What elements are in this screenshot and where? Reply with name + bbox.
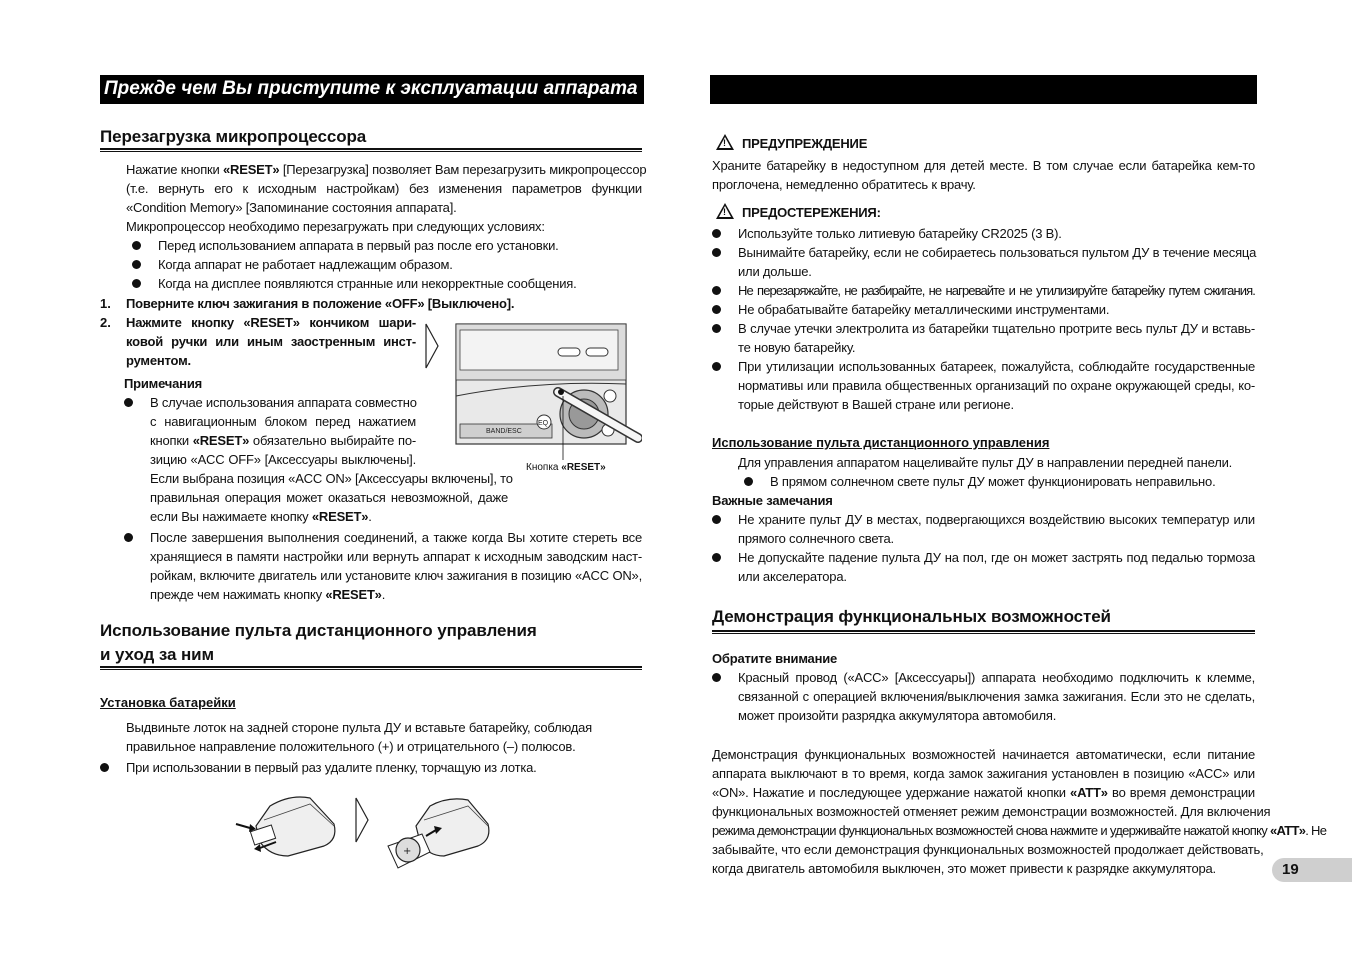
battery-bullet: При использовании в первый раз удалите пленку, торчащую из лотка. (126, 760, 537, 775)
note-1-line: Если выбрана позиция «ACC ON» [Аксессуары включены], то (150, 471, 513, 486)
note-1-line: зицию «ACC OFF» [Аксессуары выключены]. (150, 452, 416, 467)
caution-item: При утилизации использованных батареек, пожалуйста, соблюдайте государственные (738, 359, 1255, 374)
demo-body-line: забывайте, что если демонстрация функциональных возможностей продолжает действовать, (712, 842, 1264, 857)
note-2-line: ройкам, включите двигатель или установите ключ зажигания в позицию «ACC ON», (150, 568, 642, 583)
demo-body-line: функциональных возможностей отменяет режим демонстрации возможностей. Для включения (712, 804, 1271, 819)
figure-button-eq: EQ (538, 420, 549, 427)
note-2-line: После завершения выполнения соединений, а также когда Вы хотите стереть все (150, 530, 642, 545)
demo-heading: Демонстрация функциональных возможностей (712, 607, 1111, 626)
warning-line: Храните батарейку в недоступном для детей месте. В том случае если батарейка кем-то (712, 158, 1255, 173)
caution-item: те новую батарейку. (738, 340, 856, 355)
step-1-number: 1. (100, 296, 111, 311)
caution-item: нормативы или правила общественных организаций по охране окружающей среды, ко- (738, 378, 1255, 393)
cautions-heading: !ПРЕДОСТЕРЕЖЕНИЯ: (716, 203, 881, 222)
reset-intro-line: (т.е. вернуть его к исходным настройкам) без изменения параметров функции (126, 181, 642, 196)
note-1-line: если Вы нажимаете кнопку «RESET». (150, 509, 372, 524)
caution-item: или дольше. (738, 264, 812, 279)
battery-heading: Установка батарейки (100, 695, 236, 710)
important-item: прямого солнечного света. (738, 531, 894, 546)
step-1-text: Поверните ключ зажигания в положение «OFF» [Выключено]. (126, 296, 515, 311)
important-item: Не допускайте падение пульта ДУ на пол, где он может застрять под педалью тормоза (738, 550, 1255, 565)
demo-body-line: Демонстрация функциональных возможностей начинается автоматически, если питание (712, 747, 1255, 762)
svg-text:+: + (403, 846, 412, 857)
attention-line: Красный провод («ACC» [Аксессуары]) аппарата необходимо подключить к клемме, (738, 670, 1255, 685)
remote-heading-line2: и уход за ним (100, 645, 214, 664)
note-2-line: хранящиеся в памяти настройки или вернуть аппарат к исходным заводским наст- (150, 549, 642, 564)
remote-heading-line1: Использование пульта дистанционного управления (100, 621, 537, 640)
remote-heading-rule (100, 666, 642, 670)
note-1-line: кнопки «RESET» обязательно выбирайте по- (150, 433, 416, 448)
note-1-line: В случае использования аппарата совместно (150, 395, 417, 410)
demo-body-line: аппарата выключают в то время, когда замок зажигания установлен в позицию «ACC» или (712, 766, 1255, 781)
conditions-lead: Микропроцессор необходимо перезагружать при следующих условиях: (126, 219, 545, 234)
important-item: Не храните пульт ДУ в местах, подвергающихся воздействию высоких температур или (738, 512, 1255, 527)
usage-heading: Использование пульта дистанционного управления (712, 435, 1050, 450)
caution-item: Вынимайте батарейку, если не собираетесь пользоваться пультом ДУ в течение месяца (738, 245, 1257, 260)
step-2-line: рументом. (126, 353, 191, 368)
note-2-line: прежде чем нажимать кнопку «RESET». (150, 587, 386, 602)
caution-item: В случае утечки электролита из батарейки тщательно протрите весь пульт ДУ и вставь- (738, 321, 1255, 336)
attention-heading: Обратите внимание (712, 651, 838, 666)
step-2-number: 2. (100, 315, 111, 330)
left-banner-title: Прежде чем Вы приступите к эксплуатации аппарата (100, 75, 644, 104)
note-1-line: с навигационным блоком перед нажатием (150, 414, 416, 429)
caution-item: торые действуют в Вашей стране или регионе. (738, 397, 1014, 412)
figure-button-band-esc: BAND/ESC (486, 428, 522, 435)
caution-item: Не обрабатывайте батарейку металлическими инструментами. (738, 302, 1110, 317)
battery-line: Выдвиньте лоток на задней стороне пульта ДУ и вставьте батарейку, соблюдая (126, 720, 592, 735)
attention-line: связанной с операцией включения/выключения замка зажигания. Если это не сделать, (738, 689, 1255, 704)
figure-caption: Кнопка «RESET» (526, 462, 606, 473)
demo-heading-rule (712, 630, 1255, 634)
condition-item: Перед использованием аппарата в первый раз после его установки. (158, 238, 559, 253)
important-heading: Важные замечания (712, 493, 833, 508)
usage-sub-bullet: В прямом солнечном свете пульт ДУ может функционировать неправильно. (770, 474, 1216, 489)
right-banner (710, 75, 1257, 104)
demo-body-line: режима демонстрации функциональных возможностей снова нажмите и удерживайте нажатой кнопку «ATT». Не (712, 823, 1327, 838)
caution-triangle-icon (716, 203, 734, 219)
caution-item: Используйте только литиевую батарейку CR2025 (3 В). (738, 226, 1062, 241)
warning-line: проглочена, немедленно обратитесь к врачу. (712, 177, 976, 192)
warning-triangle-icon (716, 134, 734, 150)
battery-line: правильное направление положительного (+) и отрицательного (–) полюсов. (126, 739, 576, 754)
condition-item: Когда на дисплее появляются странные или некорректные сообщения. (158, 276, 577, 291)
demo-body-line: «ON». Нажатие и последующее удержание нажатой кнопки «ATT» во время демонстрации (712, 785, 1255, 800)
page-number: 19 (1272, 858, 1352, 882)
reset-intro-line: Нажатие кнопки «RESET» [Перезагрузка] позволяет Вам перезагрузить микропроцессор (126, 162, 647, 177)
reset-intro-line: «Condition Memory» [Запоминание состояния аппарата]. (126, 200, 457, 215)
important-item: или акселератора. (738, 569, 847, 584)
caution-item: Не перезаряжайте, не разбирайте, не нагревайте и не утилизируйте батарейку путем сжигания. (738, 283, 1255, 298)
warning-heading: !ПРЕДУПРЕЖДЕНИЕ (716, 134, 867, 153)
reset-button-figure (420, 318, 642, 460)
battery-tray-figure (230, 790, 492, 880)
step-2-line: ковой ручки или иным заостренным инст- (126, 334, 416, 349)
demo-body-line: когда двигатель автомобиля выключен, это может привести к разрядке аккумулятора. (712, 861, 1216, 876)
reset-heading: Перезагрузка микропроцессора (100, 127, 367, 146)
condition-item: Когда аппарат не работает надлежащим образом. (158, 257, 453, 272)
reset-heading-rule (100, 148, 642, 152)
note-1-line: правильная операция может оказаться невозможной, даже (150, 490, 508, 505)
step-2-line: Нажмите кнопку «RESET» кончиком шари- (126, 315, 416, 330)
usage-line: Для управления аппаратом нацеливайте пульт ДУ в направлении передней панели. (738, 455, 1233, 470)
attention-line: может произойти разрядка аккумулятора автомобиля. (738, 708, 1057, 723)
notes-heading: Примечания (124, 376, 203, 391)
